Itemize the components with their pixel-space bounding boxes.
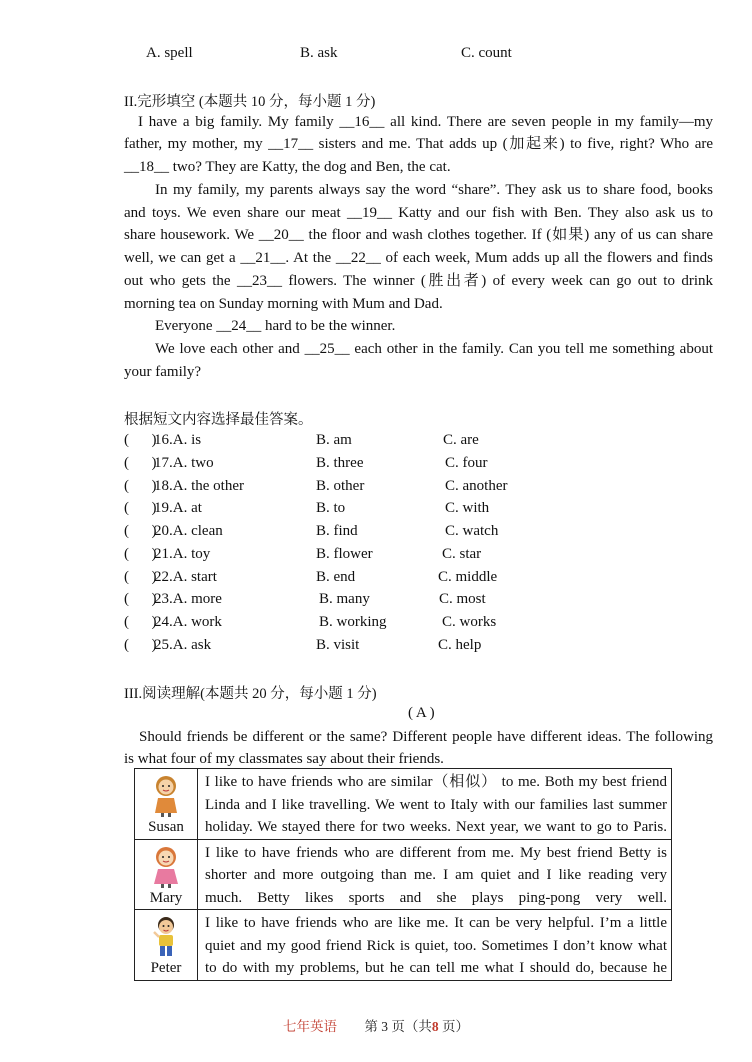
option-c: C. star <box>442 546 482 562</box>
person-name: Peter <box>150 960 182 976</box>
statement-line: holiday. We stayed there for two weeks. Next year, we want to go to Paris. <box>205 819 667 835</box>
option-b: B. working <box>319 614 387 630</box>
option-b: B. find <box>316 523 358 539</box>
option-b: B. flower <box>316 546 373 562</box>
cloze-instruction: 根据短文内容选择最佳答案。 <box>124 412 313 428</box>
option-a: 20.A. clean <box>154 523 223 539</box>
option-a: 19.A. at <box>154 500 202 516</box>
section3-heading: III.阅读理解(本题共 20 分，每小题 1 分) <box>124 686 377 702</box>
page-suffix: 页） <box>442 1019 469 1034</box>
passage-line: In my family, my parents always say the word “share”. They ask us to share food, books <box>155 182 713 198</box>
option-b: B. am <box>316 432 352 448</box>
answer-bracket[interactable]: ( ) <box>124 500 157 516</box>
option-c: C. watch <box>445 523 499 539</box>
statement-line: to do with my problems, but he can tell me what I should do, because he <box>205 960 667 976</box>
statement-line: much. Betty likes sports and she plays ping-pong very well. <box>205 889 667 906</box>
option-b: B. visit <box>316 637 360 653</box>
reading-intro-line: is what four of my classmates say about their friends. <box>124 751 444 767</box>
passage-line: out who gets the __23__ flowers. The winner (胜出者) of every week can go out to drink <box>124 273 713 289</box>
statement-line: I like to have friends who are different from me. My best friend Betty is <box>205 844 667 861</box>
page-mid: 页（共 <box>391 1019 432 1034</box>
person-name: Susan <box>148 819 184 835</box>
statement-line: quiet and my good friend Rick is quiet, too. Sometimes I don’t know what <box>205 937 667 954</box>
answer-bracket[interactable]: ( ) <box>124 455 157 471</box>
person-cell <box>135 910 198 981</box>
answer-bracket[interactable]: ( ) <box>124 523 157 539</box>
reading-intro-line: Should friends be different or the same? Different people have different ideas. The following <box>139 729 713 745</box>
option-a: 16.A. is <box>154 432 202 448</box>
answer-bracket[interactable]: ( ) <box>124 591 157 607</box>
page-number: 3 <box>381 1019 388 1034</box>
option-a: 17.A. two <box>154 455 214 471</box>
option-a: 22.A. start <box>154 569 217 585</box>
option-a: 24.A. work <box>154 614 222 630</box>
answer-bracket[interactable]: ( ) <box>124 637 157 653</box>
page-prefix: 第 <box>364 1019 378 1034</box>
part-label: ( A ) <box>408 705 435 721</box>
option-c: C. another <box>445 478 508 494</box>
option-c: C. most <box>439 591 486 607</box>
passage-line: Everyone __24__ hard to be the winner. <box>155 318 396 334</box>
passage-line: __18__ two? They are Katty, the dog and Ben, the cat. <box>124 159 451 175</box>
passage-line: and toys. We even share our meat __19__ Katty and our fish with Ben. They also ask us to <box>124 205 713 221</box>
answer-bracket[interactable]: ( ) <box>124 432 157 448</box>
page-number-label <box>364 1019 469 1034</box>
statement-line: I like to have friends who are like me. It can be very helpful. I’m a little <box>205 915 667 931</box>
person-cell <box>135 839 198 910</box>
table-row <box>135 839 672 910</box>
page-total: 8 <box>431 1019 439 1034</box>
section2-heading: II.完形填空 (本题共 10 分，每小题 1 分) <box>124 94 376 110</box>
option-b: B. other <box>316 478 365 494</box>
girl-avatar-icon <box>148 773 184 817</box>
option-a: 23.A. more <box>154 591 222 607</box>
table-row <box>135 769 672 840</box>
table-row <box>135 910 672 981</box>
passage-line: We love each other and __25__ each other in the family. Can you tell me something about <box>155 341 713 357</box>
statement-cell <box>198 839 672 910</box>
option-b: B. ask <box>300 45 338 61</box>
subject-label: 七年英语 <box>283 1019 337 1034</box>
answer-bracket[interactable]: ( ) <box>124 478 157 494</box>
option-c: C. middle <box>438 569 498 585</box>
option-c: C. with <box>445 500 490 516</box>
option-a: 21.A. toy <box>154 546 211 562</box>
option-c: C. help <box>438 637 482 653</box>
option-a: A. spell <box>146 45 193 61</box>
page-footer <box>0 1015 752 1035</box>
person-cell <box>135 769 198 840</box>
option-b: B. end <box>316 569 356 585</box>
passage-line: morning tea on Sunday morning with Mum and Dad. <box>124 296 443 312</box>
passage-line: share housework. We __20__ the floor and wash clothes together. If (如果) any of us can share <box>124 227 713 243</box>
answer-bracket[interactable]: ( ) <box>124 569 157 585</box>
option-a: 18.A. the other <box>154 478 244 494</box>
answer-bracket[interactable]: ( ) <box>124 546 157 562</box>
friends-table <box>134 768 672 981</box>
person-name: Mary <box>149 889 183 906</box>
option-c: C. works <box>442 614 497 630</box>
option-c: C. are <box>443 432 479 448</box>
answer-bracket[interactable]: ( ) <box>124 614 157 630</box>
boy-avatar-icon <box>148 914 184 958</box>
option-b: B. three <box>316 455 364 471</box>
girl-avatar-icon <box>148 844 184 888</box>
option-c: C. four <box>445 455 488 471</box>
statement-cell <box>198 910 672 981</box>
option-b: B. to <box>316 500 346 516</box>
option-c: C. count <box>461 45 512 61</box>
statement-line: I like to have friends who are similar（相似） to me. Both my best friend <box>205 774 667 790</box>
statement-line: Linda and I like travelling. We went to Italy with our families last summer <box>205 796 667 813</box>
option-b: B. many <box>319 591 370 607</box>
passage-line: I have a big family. My family __16__ all kind. There are seven people in my family—my <box>138 114 713 130</box>
statement-cell <box>198 769 672 840</box>
passage-line: well, we can get a __21__. At the __22__ of each week, Mum adds up all the flowers and finds <box>124 250 713 266</box>
statement-line: shorter and more outgoing than me. I am quiet and I like reading very <box>205 867 667 883</box>
passage-line: father, my mother, my __17__ sisters and me. That adds up (加起来) to five, right? Who are <box>124 136 713 152</box>
option-a: 25.A. ask <box>154 637 212 653</box>
passage-line: your family? <box>124 364 202 380</box>
